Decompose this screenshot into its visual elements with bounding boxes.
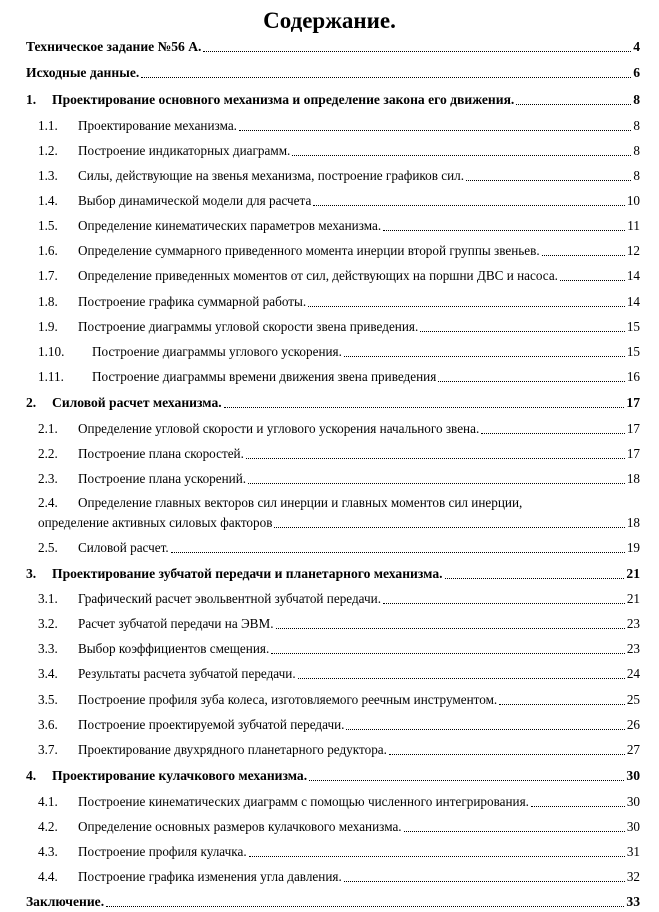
toc-entry-number: 4.1.: [38, 794, 58, 809]
toc-entry-text: Проектирование двухрядного планетарного редуктора.: [78, 742, 387, 757]
toc-entry-page: 11: [627, 218, 640, 233]
leader-dots: [249, 856, 625, 857]
toc-entry-number: 1.10.: [38, 344, 65, 359]
toc-entry-source-data: [26, 65, 640, 81]
toc-entry-text: Силовой расчет механизма.: [52, 395, 222, 410]
toc-entry-3-7: [38, 742, 640, 758]
toc-entry-2-1: [38, 421, 640, 437]
toc-entry-page: 6: [633, 65, 640, 80]
toc-entry-text: Построение индикаторных диаграмм.: [78, 143, 291, 158]
toc-entry-text: Построение плана скоростей.: [78, 446, 244, 461]
toc-entry-number: 1.3.: [38, 168, 58, 183]
leader-dots: [389, 754, 625, 755]
toc-entry-3-5: [38, 692, 640, 708]
toc-entry-4-1: [38, 794, 640, 810]
leader-dots: [542, 255, 625, 256]
toc-entry-number: 3.7.: [38, 742, 58, 757]
toc-entry-1-7: [38, 268, 640, 284]
toc-entry-number: 3.6.: [38, 717, 58, 732]
toc-entry-number: 3.1.: [38, 591, 58, 606]
toc-entry-page: 8: [633, 92, 640, 107]
leader-dots: [383, 230, 625, 231]
toc-entry-number: 1.7.: [38, 268, 58, 283]
toc-entry-text: Выбор коэффициентов смещения.: [78, 641, 270, 656]
toc-entry-number: 1.6.: [38, 243, 58, 258]
toc-entry-text: Выбор динамической модели для расчета: [78, 193, 312, 208]
toc-entry-page: 23: [626, 616, 640, 631]
toc-entry-page: 12: [626, 243, 640, 258]
toc-entry-number: 1.4.: [38, 193, 58, 208]
page-title: Содержание.: [263, 8, 396, 33]
toc-entry-page: 19: [626, 540, 640, 555]
toc-entry-page: 24: [626, 666, 640, 681]
toc-entry-page: 30: [626, 819, 640, 834]
leader-dots: [224, 407, 625, 408]
toc-section-3: [26, 566, 640, 582]
toc-entry-3-4: [38, 666, 640, 682]
leader-dots: [309, 780, 624, 781]
leader-dots: [481, 433, 625, 434]
toc-entry-tech-task: [26, 39, 640, 55]
toc-entry-page: 30: [626, 794, 640, 809]
toc-entry-text: Определение кинематических параметров механизма.: [78, 218, 382, 233]
leader-dots: [560, 280, 625, 281]
toc-entry-1-9: [38, 319, 640, 335]
toc-entry-number: 4.2.: [38, 819, 58, 834]
toc-entry-text: Исходные данные.: [26, 65, 140, 80]
leader-dots: [248, 483, 625, 484]
leader-dots: [246, 458, 625, 459]
toc-entry-number: 3.5.: [38, 692, 58, 707]
toc-entry-page: 4: [633, 39, 640, 54]
toc-entry-1-3: [38, 168, 640, 184]
leader-dots: [313, 205, 625, 206]
leader-dots: [141, 77, 631, 78]
toc-entry-page: 32: [626, 869, 640, 884]
toc-entry-page: 21: [626, 591, 640, 606]
toc-entry-1-2: [38, 143, 640, 159]
toc-entry-number: 2.: [26, 395, 37, 410]
toc-entry-2-5: [38, 540, 640, 556]
toc-entry-text: Построение графика суммарной работы.: [78, 294, 307, 309]
toc-entry-page: 15: [626, 319, 640, 334]
toc-entry-page: 17: [626, 395, 640, 410]
leader-dots: [239, 130, 631, 131]
leader-dots: [344, 881, 625, 882]
toc-entry-text: Определение угловой скорости и углового ускорения начального звена.: [78, 421, 480, 436]
toc-entry-1-4: [38, 193, 640, 209]
toc-entry-1-10: [38, 344, 640, 360]
toc-entry-page: 25: [626, 692, 640, 707]
toc-entry-number: 3.3.: [38, 641, 58, 656]
leader-dots: [466, 180, 631, 181]
toc-entry-text: Построение диаграммы угловой скорости звена приведения.: [78, 319, 419, 334]
toc-entry-text: Заключение.: [26, 894, 105, 909]
toc-entry-3-3: [38, 641, 640, 657]
leader-dots: [516, 104, 631, 105]
toc-entry-2-4-first-line: [38, 495, 522, 511]
toc-entry-number: 1.: [26, 92, 37, 107]
toc-entry-1-6: [38, 243, 640, 259]
toc-section-1: [26, 92, 640, 108]
toc-entry-text: Построение диаграммы времени движения звена приведения: [92, 369, 437, 384]
toc-entry-number: 3.: [26, 566, 37, 581]
toc-entry-text: Построение кинематических диаграмм с помощью численного интегрирования.: [78, 794, 529, 809]
toc-entry-number: 1.11.: [38, 369, 64, 384]
leader-dots: [346, 729, 624, 730]
toc-entry-2-4: [38, 515, 640, 531]
toc-entry-text: Проектирование основного механизма и определение закона его движения.: [52, 92, 515, 107]
toc-entry-page: 21: [626, 566, 640, 581]
toc-entry-text-continued: определение активных силовых факторов: [38, 515, 273, 530]
toc-entry-number: 2.2.: [38, 446, 58, 461]
toc-entry-text: Силовой расчет.: [78, 540, 169, 555]
toc-entry-2-3: [38, 471, 640, 487]
toc-entry-text: Построение проектируемой зубчатой передачи.: [78, 717, 345, 732]
leader-dots: [438, 381, 625, 382]
toc-entry-number: 1.1.: [38, 118, 58, 133]
toc-entry-text: Определение приведенных моментов от сил, действующих на поршни ДВС и насоса.: [78, 268, 558, 283]
leader-dots: [383, 603, 625, 604]
toc-entry-number: 3.4.: [38, 666, 58, 681]
leader-dots: [271, 653, 625, 654]
toc-entry-text: Проектирование зубчатой передачи и планетарного механизма.: [52, 566, 443, 581]
toc-entry-page: 15: [626, 344, 640, 359]
toc-entry-page: 18: [626, 471, 640, 486]
toc-entry-page: 33: [626, 894, 640, 909]
toc-entry-number: 4.: [26, 768, 37, 783]
toc-entry-number: 4.4.: [38, 869, 58, 884]
toc-entry-number: 1.9.: [38, 319, 58, 334]
toc-entry-number: 1.2.: [38, 143, 58, 158]
leader-dots: [308, 306, 625, 307]
toc-entry-page: 17: [626, 421, 640, 436]
toc-entry-text: Построение профиля зуба колеса, изготовляемого реечным инструментом.: [78, 692, 498, 707]
toc-entry-text: Построение профиля кулачка.: [78, 844, 247, 859]
toc-entry-text: Графический расчет эвольвентной зубчатой передачи.: [78, 591, 381, 606]
toc-entry-page: 8: [633, 118, 640, 133]
toc-entry-2-2: [38, 446, 640, 462]
toc-entry-page: 14: [626, 294, 640, 309]
leader-dots: [344, 356, 625, 357]
leader-dots: [171, 552, 625, 553]
toc-entry-page: 17: [626, 446, 640, 461]
leader-dots: [445, 578, 625, 579]
leader-dots: [203, 51, 631, 52]
toc-entry-1-11: [38, 369, 640, 385]
leader-dots: [404, 831, 625, 832]
toc-entry-text: Определение главных векторов сил инерции и главных моментов сил инерции,: [78, 495, 523, 510]
toc-entry-text: Построение диаграммы углового ускорения.: [92, 344, 342, 359]
toc-entry-page: 8: [633, 143, 640, 158]
toc-entry-page: 30: [626, 768, 640, 783]
leader-dots: [298, 678, 625, 679]
toc-entry-number: 2.3.: [38, 471, 58, 486]
leader-dots: [276, 628, 625, 629]
toc-entry-text: Построение графика изменения угла давления.: [78, 869, 342, 884]
toc-entry-page: 8: [633, 168, 640, 183]
toc-entry-page: 18: [626, 515, 640, 530]
toc-entry-conclusion: [26, 894, 640, 910]
toc-entry-page: 26: [626, 717, 640, 732]
toc-entry-number: 4.3.: [38, 844, 58, 859]
leader-dots: [420, 331, 625, 332]
toc-entry-text: Проектирование механизма.: [78, 118, 237, 133]
toc-entry-text: Проектирование кулачкового механизма.: [52, 768, 308, 783]
toc-entry-text: Построение плана ускорений.: [78, 471, 247, 486]
toc-entry-3-2: [38, 616, 640, 632]
toc-entry-number: 3.2.: [38, 616, 58, 631]
toc-entry-page: 31: [626, 844, 640, 859]
leader-dots: [106, 906, 624, 907]
leader-dots: [292, 155, 631, 156]
toc-entry-number: 2.4.: [38, 495, 58, 510]
toc-section-2: [26, 395, 640, 411]
toc-entry-text: Определение суммарного приведенного момента инерции второй группы звеньев.: [78, 243, 540, 258]
toc-entry-page: 27: [626, 742, 640, 757]
toc-entry-text: Силы, действующие на звенья механизма, построение графиков сил.: [78, 168, 465, 183]
toc-entry-text: Определение основных размеров кулачкового механизма.: [78, 819, 402, 834]
leader-dots: [499, 704, 625, 705]
toc-entry-4-4: [38, 869, 640, 885]
toc-entry-text: Результаты расчета зубчатой передачи.: [78, 666, 296, 681]
leader-dots: [531, 806, 625, 807]
toc-entry-4-2: [38, 819, 640, 835]
toc-entry-3-6: [38, 717, 640, 733]
leader-dots: [274, 527, 624, 528]
toc-entry-text: Техническое задание №56 А.: [26, 39, 202, 54]
toc-entry-1-1: [38, 118, 640, 134]
toc-entry-number: 1.5.: [38, 218, 58, 233]
toc-entry-4-3: [38, 844, 640, 860]
toc-entry-1-8: [38, 294, 640, 310]
toc-entry-page: 23: [626, 641, 640, 656]
toc-entry-page: 10: [626, 193, 640, 208]
toc-entry-3-1: [38, 591, 640, 607]
toc-entry-page: 16: [626, 369, 640, 384]
toc-entry-1-5: [38, 218, 640, 234]
toc-entry-number: 1.8.: [38, 294, 58, 309]
toc-entry-number: 2.5.: [38, 540, 58, 555]
toc-entry-page: 14: [626, 268, 640, 283]
toc-entry-text: Расчет зубчатой передачи на ЭВМ.: [78, 616, 274, 631]
toc-entry-number: 2.1.: [38, 421, 58, 436]
toc-section-4: [26, 768, 640, 784]
